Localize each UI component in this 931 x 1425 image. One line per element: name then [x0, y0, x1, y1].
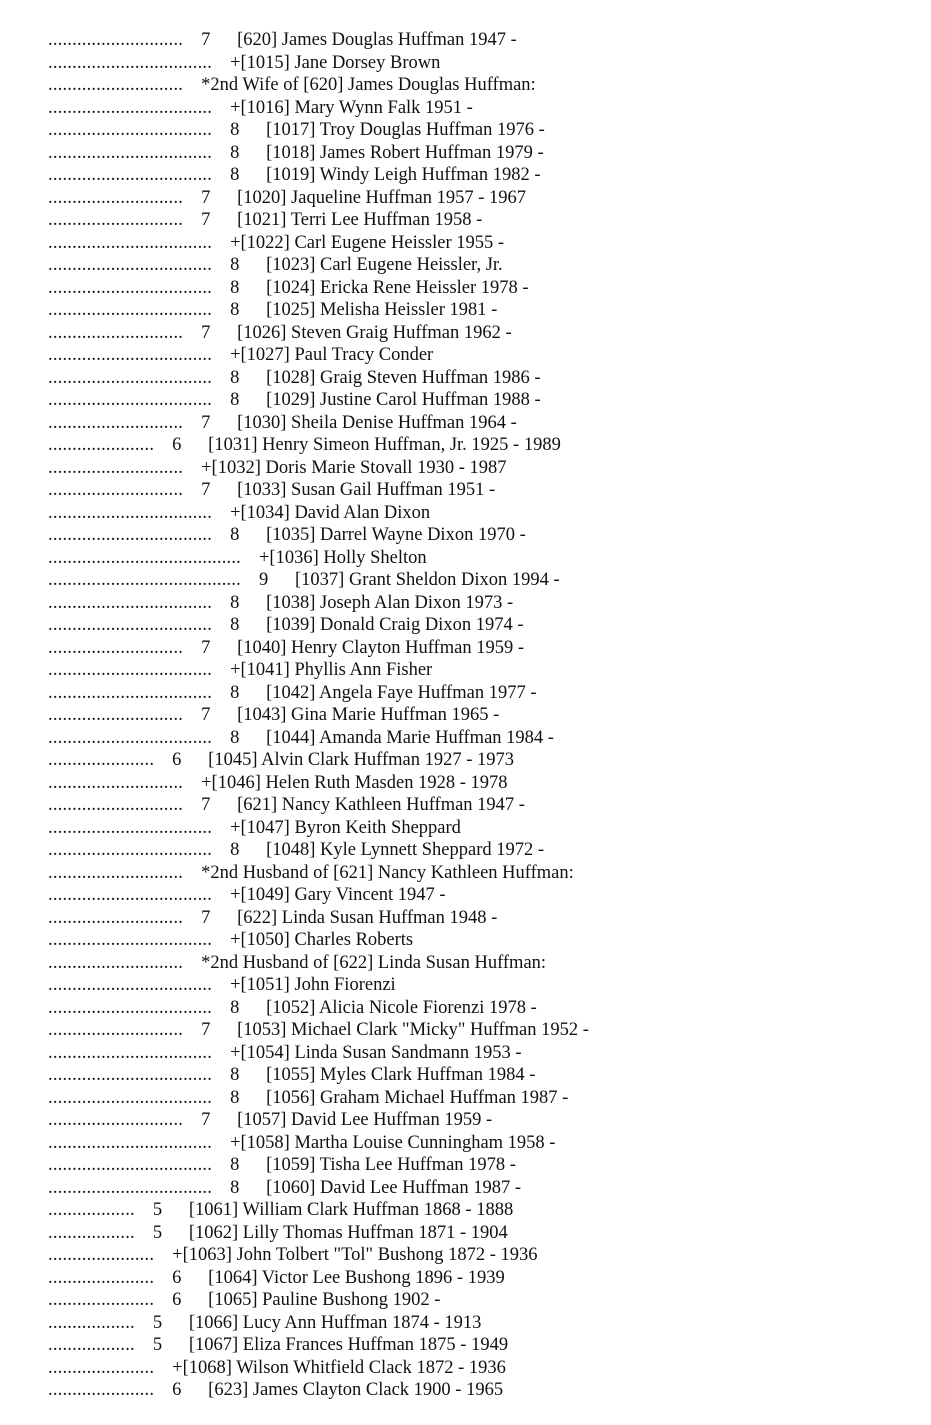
person-entry: [1043] Gina Marie Huffman 1965 - [237, 705, 500, 725]
person-entry: [623] James Clayton Clack 1900 - 1965 [208, 1380, 504, 1400]
descendant-row [48, 412, 517, 434]
leader-dots: ............................ [48, 1020, 184, 1040]
leader-dots: .................................. [48, 1065, 213, 1085]
person-entry: [1033] Susan Gail Huffman 1951 - [237, 480, 496, 500]
leader-dots: ............................ [48, 637, 184, 658]
generation-number: 8 [230, 142, 240, 163]
leader-dots: ............................ [48, 210, 184, 230]
leader-dots: ............................ [48, 1110, 184, 1130]
descendant-row [48, 29, 517, 51]
generation-number: 8 [230, 682, 240, 703]
person-entry: [1062] Lilly Thomas Huffman 1871 - 1904 [188, 1222, 508, 1243]
spouse-entry: +[1034] David Alan Dixon [230, 502, 431, 523]
person-entry: [1019] Windy Leigh Huffman 1982 - [266, 165, 541, 185]
descendant-row [48, 794, 525, 816]
descendant-row [48, 569, 560, 591]
person-entry: [1023] Carl Eugene Heissler, Jr. [266, 255, 503, 275]
descendant-row [48, 839, 544, 861]
leader-dots: .................................. [48, 682, 213, 703]
leader-dots: ........................................ [48, 570, 241, 590]
descendant-row [48, 479, 495, 501]
generation-number: 8 [230, 1087, 240, 1108]
generation-number: 7 [201, 210, 211, 230]
leader-dots: .................................. [48, 232, 213, 253]
spouse-entry: +[1046] Helen Ruth Masden 1928 - 1978 [201, 772, 508, 793]
leader-dots: .................................. [48, 975, 213, 995]
generation-number: 5 [152, 1222, 163, 1243]
generation-number: 8 [230, 120, 240, 140]
person-entry: [1037] Grant Sheldon Dixon 1994 - [295, 570, 560, 590]
person-entry: [1066] Lucy Ann Huffman 1874 - 1913 [188, 1312, 482, 1333]
person-entry: [1025] Melisha Heissler 1981 - [266, 300, 498, 320]
person-entry: [1040] Henry Clayton Huffman 1959 - [237, 637, 524, 658]
descendant-row [48, 547, 427, 569]
descendant-row [48, 119, 545, 141]
person-entry: [1024] Ericka Rene Heissler 1978 - [266, 277, 529, 298]
generation-number: 8 [230, 1155, 240, 1175]
spouse-entry: +[1047] Byron Keith Sheppard [230, 817, 461, 838]
leader-dots: .................................. [48, 1087, 213, 1108]
leader-dots: .................................. [48, 840, 213, 860]
leader-dots: .................................. [48, 727, 213, 748]
generation-number: 8 [230, 592, 240, 613]
leader-dots: ...................... [48, 1357, 155, 1378]
spouse-entry: +[1049] Gary Vincent 1947 - [230, 885, 446, 905]
person-entry: [1045] Alvin Clark Huffman 1927 - 1973 [208, 750, 515, 770]
person-entry: [1029] Justine Carol Huffman 1988 - [266, 390, 541, 410]
descendant-row [48, 1132, 555, 1154]
descendant-row [48, 1379, 503, 1401]
generation-number: 6 [172, 1267, 182, 1288]
descendant-row [48, 749, 514, 771]
generation-number: 7 [201, 1110, 211, 1130]
descendant-row [48, 434, 561, 456]
descendant-row [48, 727, 554, 749]
generation-number: 8 [230, 997, 240, 1018]
generation-number: 8 [230, 165, 240, 185]
leader-dots: .................................. [48, 1177, 213, 1198]
person-entry: [620] James Douglas Huffman 1947 - [237, 30, 517, 50]
person-entry: [1018] James Robert Huffman 1979 - [266, 142, 544, 163]
descendant-row [48, 1222, 508, 1244]
leader-dots: .................................. [48, 300, 213, 320]
leader-dots: ...................... [48, 750, 155, 770]
leader-dots: .................................. [48, 592, 213, 613]
person-entry: [1067] Eliza Frances Huffman 1875 - 1949 [188, 1335, 509, 1355]
descendant-row [48, 1109, 492, 1131]
generation-number: 8 [230, 525, 240, 545]
spouse-entry: +[1050] Charles Roberts [230, 930, 414, 950]
person-entry: [1026] Steven Graig Huffman 1962 - [237, 322, 512, 343]
leader-dots: .................. [48, 1200, 135, 1220]
person-entry: [1048] Kyle Lynnett Sheppard 1972 - [266, 840, 545, 860]
descendant-row [48, 1267, 505, 1289]
descendant-row [48, 952, 546, 974]
descendant-row [48, 1312, 481, 1334]
leader-dots: ............................ [48, 907, 184, 928]
descendant-row [48, 614, 523, 636]
person-entry: [1065] Pauline Bushong 1902 - [208, 1290, 441, 1310]
person-entry: [1042] Angela Faye Huffman 1977 - [266, 682, 537, 703]
descendant-row [48, 592, 513, 614]
descendant-row [48, 997, 537, 1019]
generation-number: 8 [230, 255, 240, 275]
leader-dots: ............................ [48, 480, 184, 500]
leader-dots: .................................. [48, 120, 213, 140]
leader-dots: .................................. [48, 997, 213, 1018]
leader-dots: ........................................ [48, 547, 241, 568]
spouse-entry: +[1027] Paul Tracy Conder [230, 345, 434, 365]
descendant-row [48, 299, 497, 321]
leader-dots: ............................ [48, 795, 184, 815]
leader-dots: ............................ [48, 772, 184, 793]
spouse-entry: +[1016] Mary Wynn Falk 1951 - [230, 97, 473, 118]
descendant-row [48, 1334, 508, 1356]
leader-dots: .................................. [48, 97, 213, 118]
spouse-entry: +[1032] Doris Marie Stovall 1930 - 1987 [201, 457, 507, 478]
descendant-row [48, 187, 526, 209]
descendant-row [48, 659, 432, 681]
person-entry: [1064] Victor Lee Bushong 1896 - 1939 [208, 1267, 505, 1288]
generation-number: 8 [230, 840, 240, 860]
generation-number: 5 [152, 1335, 163, 1355]
leader-dots: .................................. [48, 142, 213, 163]
leader-dots: .................................. [48, 367, 213, 388]
leader-dots: ............................ [48, 30, 184, 50]
generation-number: 5 [152, 1200, 163, 1220]
person-entry: [1038] Joseph Alan Dixon 1973 - [266, 592, 514, 613]
descendant-row [48, 1177, 521, 1199]
descendant-row [48, 142, 544, 164]
generation-number: 7 [201, 412, 211, 433]
leader-dots: ...................... [48, 1380, 155, 1400]
descendant-row [48, 52, 440, 74]
leader-dots: .................. [48, 1312, 135, 1333]
leader-dots: .................................. [48, 1132, 213, 1153]
generation-number: 6 [172, 750, 182, 770]
descendant-row [48, 1199, 513, 1221]
spouse-entry: +[1051] John Fiorenzi [230, 975, 396, 995]
descendant-row [48, 1357, 506, 1379]
descendant-row [48, 1042, 522, 1064]
descendant-row [48, 1019, 589, 1041]
leader-dots: .................. [48, 1335, 135, 1355]
descendant-row [48, 344, 433, 366]
descendant-row [48, 457, 506, 479]
generation-number: 5 [152, 1312, 163, 1333]
descendant-row [48, 277, 529, 299]
leader-dots: .................................. [48, 525, 213, 545]
person-entry: [1061] William Clark Huffman 1868 - 1888 [188, 1200, 514, 1220]
leader-dots: ............................ [48, 952, 184, 973]
generation-number: 7 [201, 637, 211, 658]
leader-dots: .................................. [48, 615, 213, 635]
leader-dots: .................................. [48, 277, 213, 298]
spouse-entry: +[1022] Carl Eugene Heissler 1955 - [230, 232, 505, 253]
descendant-row [48, 524, 526, 546]
generation-number: 7 [201, 907, 211, 928]
leader-dots: .................................. [48, 1155, 213, 1175]
leader-dots: ...................... [48, 1267, 155, 1288]
descendant-row [48, 704, 499, 726]
descendant-row [48, 637, 524, 659]
person-entry: [1059] Tisha Lee Huffman 1978 - [266, 1155, 516, 1175]
leader-dots: .................................. [48, 255, 213, 275]
descendant-row [48, 907, 497, 929]
generation-number: 7 [201, 795, 211, 815]
descendant-row [48, 817, 461, 839]
leader-dots: ............................ [48, 412, 184, 433]
leader-dots: ............................ [48, 187, 184, 208]
descendant-row [48, 389, 541, 411]
generation-number: 8 [230, 1065, 240, 1085]
generation-number: 8 [230, 367, 240, 388]
descendant-row [48, 682, 536, 704]
descendant-row [48, 974, 396, 996]
person-entry: [1053] Michael Clark "Micky" Huffman 1952 - [237, 1020, 589, 1040]
leader-dots: .................................. [48, 345, 213, 365]
leader-dots: ...................... [48, 435, 155, 455]
generation-number: 7 [201, 30, 211, 50]
generation-number: 9 [259, 570, 269, 590]
descendant-row [48, 74, 536, 96]
generation-number: 8 [230, 727, 240, 748]
spouse-entry: +[1063] John Tolbert "Tol" Bushong 1872 - 1936 [172, 1245, 538, 1265]
person-entry: [1030] Sheila Denise Huffman 1964 - [237, 412, 517, 433]
person-entry: [622] Linda Susan Huffman 1948 - [237, 907, 498, 928]
person-entry: [1017] Troy Douglas Huffman 1976 - [266, 120, 545, 140]
leader-dots: .................................. [48, 1042, 213, 1063]
leader-dots: .................................. [48, 660, 213, 680]
marriage-note: *2nd Husband of [622] Linda Susan Huffman: [201, 952, 547, 973]
leader-dots: ............................ [48, 457, 184, 478]
generation-number: 8 [230, 277, 240, 298]
descendant-row [48, 929, 413, 951]
leader-dots: .................................. [48, 817, 213, 838]
leader-dots: .................................. [48, 165, 213, 185]
generation-number: 6 [172, 1290, 182, 1310]
generation-number: 7 [201, 480, 211, 500]
leader-dots: .................................. [48, 502, 213, 523]
person-entry: [1031] Henry Simeon Huffman, Jr. 1925 - 1989 [208, 435, 561, 455]
person-entry: [1021] Terri Lee Huffman 1958 - [237, 210, 483, 230]
leader-dots: .................................. [48, 390, 213, 410]
leader-dots: ...................... [48, 1245, 155, 1265]
descendant-row [48, 232, 504, 254]
descendant-row [48, 1064, 535, 1086]
generation-number: 6 [172, 435, 182, 455]
descendant-row [48, 164, 541, 186]
generation-number: 8 [230, 1177, 240, 1198]
leader-dots: ............................ [48, 862, 184, 883]
generation-number: 7 [201, 1020, 211, 1040]
generation-number: 7 [201, 322, 211, 343]
generation-number: 6 [172, 1380, 182, 1400]
person-entry: [1060] David Lee Huffman 1987 - [266, 1177, 522, 1198]
spouse-entry: +[1068] Wilson Whitfield Clack 1872 - 1936 [172, 1357, 506, 1378]
descendant-row [48, 367, 541, 389]
descendant-row [48, 1244, 538, 1266]
person-entry: [1055] Myles Clark Huffman 1984 - [266, 1065, 536, 1085]
descendant-row [48, 772, 508, 794]
person-entry: [1044] Amanda Marie Huffman 1984 - [266, 727, 554, 748]
marriage-note: *2nd Husband of [621] Nancy Kathleen Huffman: [201, 862, 574, 883]
marriage-note: *2nd Wife of [620] James Douglas Huffman: [201, 75, 536, 95]
descendant-row [48, 1087, 568, 1109]
person-entry: [1056] Graham Michael Huffman 1987 - [266, 1087, 569, 1108]
person-entry: [1052] Alicia Nicole Fiorenzi 1978 - [266, 997, 537, 1018]
spouse-entry: +[1036] Holly Shelton [259, 547, 427, 568]
descendant-row [48, 97, 473, 119]
generation-number: 7 [201, 187, 211, 208]
person-entry: [1028] Graig Steven Huffman 1986 - [266, 367, 541, 388]
leader-dots: .................................. [48, 52, 213, 73]
descendant-row [48, 254, 503, 276]
generation-number: 8 [230, 615, 240, 635]
leader-dots: .................................. [48, 930, 213, 950]
leader-dots: .................................. [48, 885, 213, 905]
descendant-row [48, 1289, 440, 1311]
leader-dots: ...................... [48, 1290, 155, 1310]
leader-dots: ............................ [48, 705, 184, 725]
generation-number: 8 [230, 300, 240, 320]
spouse-entry: +[1054] Linda Susan Sandmann 1953 - [230, 1042, 522, 1063]
descendant-row [48, 884, 446, 906]
person-entry: [1020] Jaqueline Huffman 1957 - 1967 [237, 187, 527, 208]
descendant-row [48, 502, 430, 524]
generation-number: 8 [230, 390, 240, 410]
spouse-entry: +[1015] Jane Dorsey Brown [230, 52, 441, 73]
person-entry: [1035] Darrel Wayne Dixon 1970 - [266, 525, 526, 545]
leader-dots: .................. [48, 1222, 135, 1243]
person-entry: [1039] Donald Craig Dixon 1974 - [266, 615, 524, 635]
leader-dots: ............................ [48, 75, 184, 95]
person-entry: [1057] David Lee Huffman 1959 - [237, 1110, 493, 1130]
descendant-row [48, 322, 512, 344]
descendant-row [48, 209, 482, 231]
spouse-entry: +[1058] Martha Louise Cunningham 1958 - [230, 1132, 556, 1153]
descendant-row [48, 862, 574, 884]
generation-number: 7 [201, 705, 211, 725]
descendant-row [48, 1154, 516, 1176]
person-entry: [621] Nancy Kathleen Huffman 1947 - [237, 795, 525, 815]
spouse-entry: +[1041] Phyllis Ann Fisher [230, 660, 433, 680]
leader-dots: ............................ [48, 322, 184, 343]
